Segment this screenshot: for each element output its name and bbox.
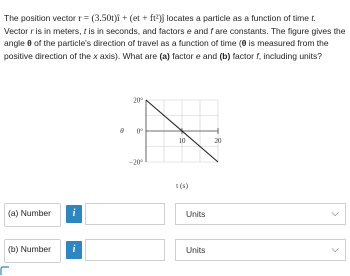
problem-text-f2: f	[256, 50, 259, 61]
problem-text-line2g: are constants. The figure gives the	[212, 26, 346, 37]
corner-mark-icon	[0, 266, 10, 276]
problem-text-line4e: factor	[230, 50, 257, 61]
problem-text-line4g: , including units?	[258, 50, 323, 61]
y-tick-label: 0°	[136, 127, 143, 136]
units-select-label-a: Units	[186, 209, 206, 219]
problem-text-line3c: is measured from the	[246, 38, 329, 49]
problem-text-r: r	[30, 26, 34, 37]
answer-label-a: (a) Number	[8, 208, 51, 218]
y-tick-label: 20°	[133, 96, 143, 105]
question-a-marker: (a)	[159, 50, 170, 61]
units-select-a[interactable]	[175, 203, 346, 225]
problem-text-line2c: is in seconds, and factors	[86, 26, 187, 37]
problem-text-line2a: Vector	[4, 26, 31, 37]
problem-text-f: f	[210, 26, 213, 37]
problem-text-line2d: and	[191, 26, 211, 37]
chevron-down-icon: ⌵	[331, 208, 339, 219]
units-select-b[interactable]	[175, 239, 346, 261]
problem-text-e: e	[186, 26, 192, 37]
problem-text-line3a: angle	[4, 38, 28, 49]
question-b-marker: (b)	[219, 50, 231, 61]
answer-row-b	[4, 239, 346, 263]
x-axis-label: t (s)	[176, 181, 188, 190]
problem-text-t: t.	[311, 13, 317, 23]
answer-row-a	[4, 203, 346, 227]
y-tick-label: −20°	[129, 158, 143, 167]
problem-text-e2: e	[195, 50, 201, 61]
problem-text-line4b: axis). What are	[97, 50, 160, 61]
problem-text-line4a: positive direction of the	[4, 50, 94, 61]
problem-text-line3b: of the particle's direction of travel as a function of time (	[31, 38, 242, 49]
y-axis-label: θ	[120, 126, 124, 135]
problem-text-line4d: and	[200, 50, 220, 61]
problem-text-t2: t	[83, 26, 87, 37]
units-select-label-b: Units	[186, 245, 206, 255]
number-input-a[interactable]	[85, 203, 165, 225]
answer-label-b: (b) Number	[8, 244, 51, 254]
problem-text-x: x	[93, 50, 98, 61]
info-icon[interactable]: i	[66, 205, 82, 223]
info-icon[interactable]: i	[66, 241, 82, 259]
x-tick-label: 20	[214, 137, 222, 145]
problem-text-line1b: locates a particle as a function of time	[164, 13, 312, 23]
x-tick-label: 10	[178, 137, 186, 145]
problem-text-line2b: is in meters,	[33, 26, 84, 37]
chevron-down-icon: ⌵	[331, 244, 339, 255]
problem-text-theta: θ	[27, 38, 32, 49]
problem-text-theta2: θ	[241, 38, 247, 49]
number-input-b[interactable]	[85, 239, 165, 261]
problem-text-line1a: The position vector	[4, 13, 79, 23]
problem-text-line4c: factor	[169, 50, 196, 61]
position-vector-equation: r = (3.50t)î + (et + ft²)ĵ	[78, 14, 165, 24]
